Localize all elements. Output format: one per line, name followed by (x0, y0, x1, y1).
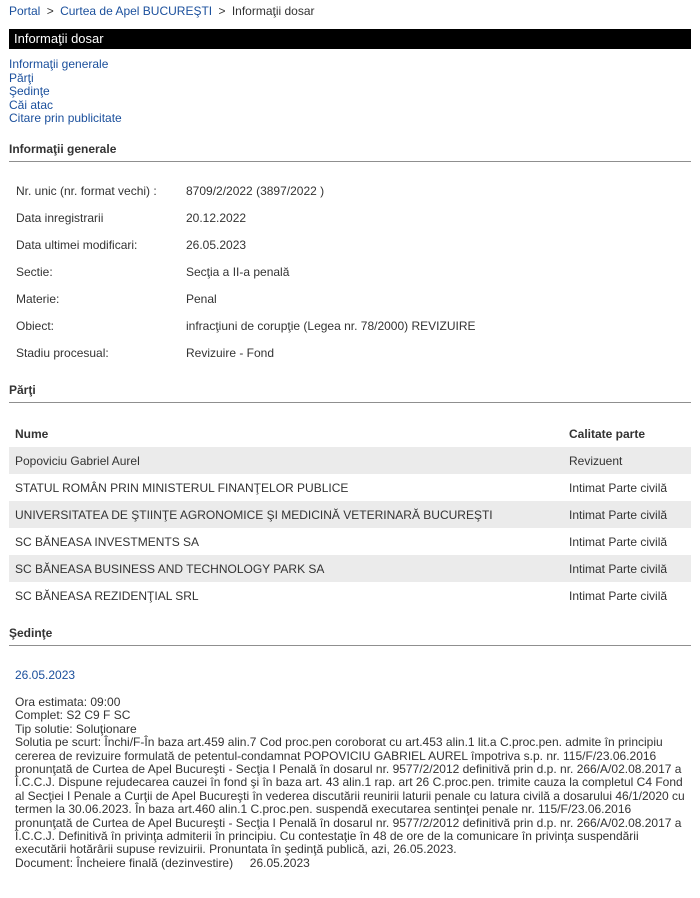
info-value: 8709/2/2022 (3897/2022 ) (186, 184, 325, 198)
nav-link-cai-atac[interactable]: Căi atac (9, 97, 54, 112)
table-header-row (9, 420, 691, 447)
sedinta-solutie: Solutia pe scurt: Închi/F-În baza art.459 alin.7 Cod proc.pen coroborat cu art.453 alin.1 lit.a C.proc.pen. admite în principiu cererea de revizuire formulată de petentul-condamnat POPOVICIU GABRIEL AUREL împotriva s.p. nr. 115/F/23.06.2016 pronunţată de Curtea de Apel Bucureşti - Secţia I Penală în dosarul nr. 9577/2/2012 definitivă prin d.p. nr. 266/A/02.08.2017 a Î.C.C.J. Dispune rejudecarea cauzei în fond şi în baza art. 43 alin.1 rap. art 26 C.proc.pen. trimite cauza la completul C4 Fond al Secţiei I Penale a Curţii de Apel Bucureşti în vederea discutării reunirii laturii penale cu latura civilă a dosarului 46/1/2020 cu termen la 30.06.2023. În baza art.460 alin.1 C.proc.pen. suspendă executarea sentinţei penale nr. 115/F/23.06.2016 pronunţată de Curtea de Apel Bucureşti - Secţia I Penală în dosarul nr. 9577/2/2012 definitivă prin d.p. nr. 266/A/02.08.2017 a Î.C.C.J. Definitivă în privinţa admiterii în principiu. Cu contestaţie în 48 de ore de la comunicare în privinţa suspendării executării hotărârii supuse revizuirii. Pronuntata în şedinţă publică, azi, 26.05.2023. (15, 735, 685, 857)
party-name: UNIVERSITATEA DE ŞTIINŢE AGRONOMICE ŞI MEDICINĂ VETERINARĂ BUCUREŞTI (9, 501, 563, 528)
party-name: SC BĂNEASA REZIDENŢIAL SRL (15, 588, 199, 603)
nav-link-citare[interactable]: Citare prin publicitate (9, 111, 122, 126)
party-role: Intimat Parte civilă (569, 588, 668, 603)
info-value: Revizuire - Fond (186, 346, 275, 360)
info-label: Data inregistrarii (16, 211, 104, 225)
section-title-sedinte: Şedinţe (9, 626, 691, 646)
party-name: STATUL ROMÂN PRIN MINISTERUL FINANŢELOR PUBLICE (15, 480, 349, 495)
sedinta-complet: Complet: S2 C9 F SC (15, 708, 131, 723)
breadcrumb-separator: > (218, 4, 226, 18)
breadcrumb-current: Informaţii dosar (231, 4, 315, 18)
column-header-calitate: Calitate parte (569, 426, 646, 441)
party-name: Popoviciu Gabriel Aurel (9, 447, 563, 474)
table-row (9, 528, 691, 555)
table-row (9, 501, 691, 528)
info-label: Materie: (16, 292, 60, 306)
info-label: Sectie: (16, 265, 53, 279)
sedinta-ora: Ora estimata: 09:00 (15, 695, 121, 709)
nav-link-informatii-generale[interactable]: Informaţii generale (9, 57, 109, 71)
breadcrumb-court-link[interactable]: Curtea de Apel BUCUREŞTI (60, 4, 213, 18)
party-name: SC BĂNEASA INVESTMENTS SA (15, 534, 200, 549)
info-label: Obiect: (16, 319, 55, 333)
info-value: 20.12.2022 (186, 211, 247, 225)
breadcrumb-portal-link[interactable]: Portal (9, 4, 41, 18)
table-row (9, 555, 691, 582)
info-value: infracţiuni de corupţie (Legea nr. 78/2000) REVIZUIRE (186, 319, 476, 333)
table-row (9, 582, 691, 609)
info-label: Data ultimei modificari: (16, 238, 138, 252)
party-role: Intimat Parte civilă (563, 501, 691, 528)
party-role: Intimat Parte civilă (569, 480, 668, 495)
party-role: Intimat Parte civilă (563, 555, 691, 582)
page-title-banner: Informaţii dosar (9, 29, 691, 49)
sedinta-date-link[interactable]: 26.05.2023 (15, 668, 76, 682)
parti-table (9, 420, 691, 609)
breadcrumb-separator: > (46, 4, 54, 18)
nav-link-parti[interactable]: Părţi (9, 70, 34, 85)
table-row (9, 447, 691, 474)
info-value: 26.05.2023 (186, 238, 247, 252)
table-row (9, 474, 691, 501)
sedinta-tip-solutie: Tip solutie: Soluţionare (15, 721, 137, 736)
sedinta-document: Document: Încheiere finală (dezinvestire) 26.05.2023 (15, 855, 310, 870)
info-label: Stadiu procesual: (16, 346, 109, 360)
info-label: Nr. unic (nr. format vechi) : (16, 184, 157, 198)
breadcrumb (9, 3, 315, 19)
column-header-nume: Nume (15, 426, 49, 441)
info-value: Secţia a II-a penală (186, 265, 290, 279)
party-role: Revizuent (563, 447, 691, 474)
sedinta-details (15, 696, 687, 870)
party-role: Intimat Parte civilă (569, 534, 668, 549)
nav-link-sedinte[interactable]: Şedinţe (9, 84, 50, 99)
section-title-parti: Părţi (9, 383, 691, 403)
party-name: SC BĂNEASA BUSINESS AND TECHNOLOGY PARK SA (9, 555, 563, 582)
section-title-general: Informaţii generale (9, 142, 691, 162)
section-nav (9, 58, 122, 126)
info-value: Penal (186, 292, 217, 306)
